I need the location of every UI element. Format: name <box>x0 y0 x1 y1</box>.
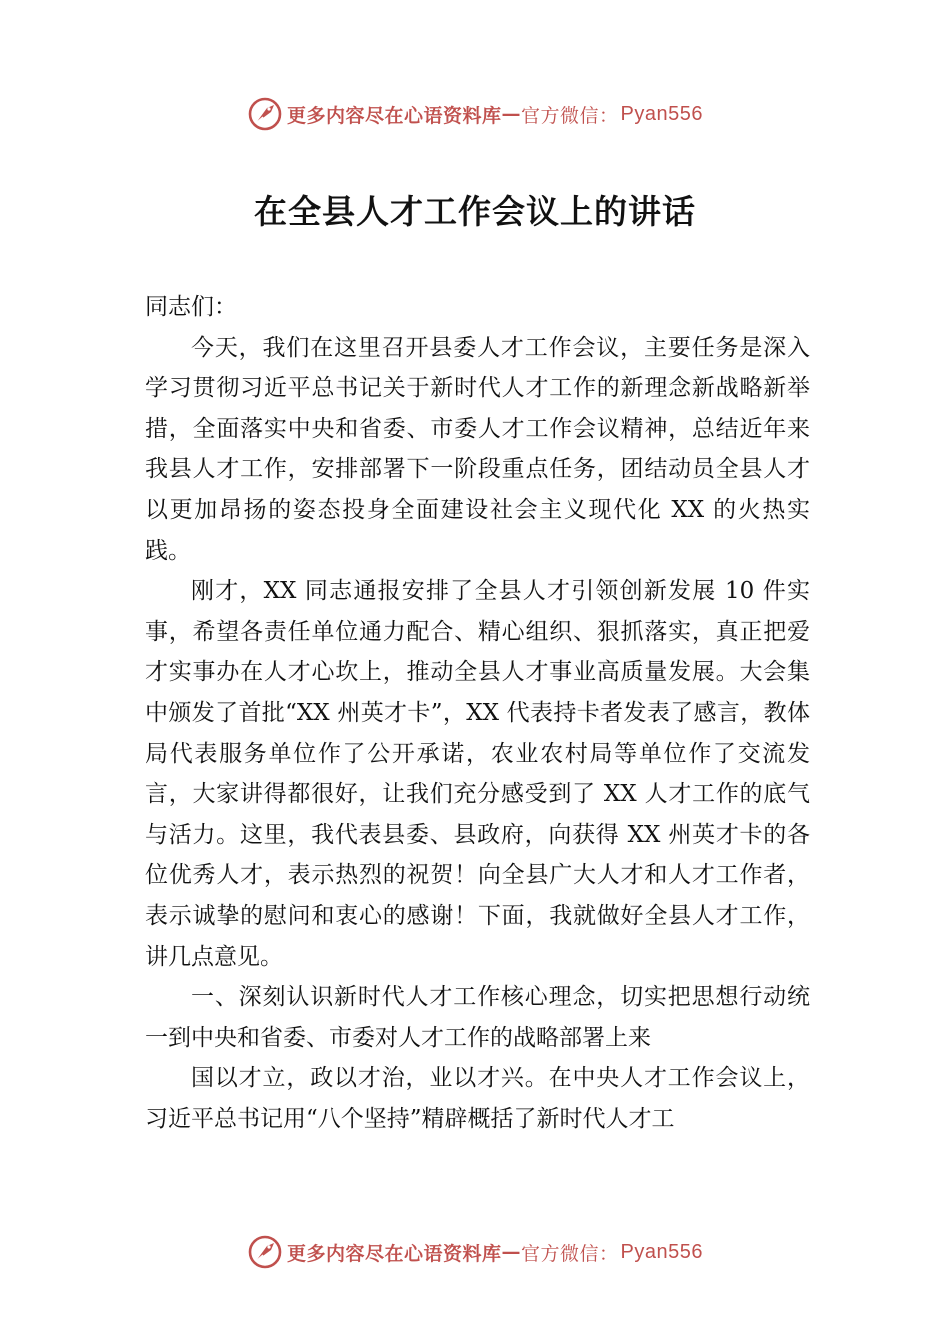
banner-wechat-id: Pyan556 <box>620 102 703 125</box>
document-title: 在全县人才工作会议上的讲话 <box>254 192 696 231</box>
banner-separator: — <box>501 103 522 125</box>
section-heading-1: 一、深刻认识新时代人才工作核心理念，切实把思想行动统一到中央和省委、市委对人才工作的战略部署上来 <box>145 984 810 1051</box>
banner-brand-text: 更多内容尽在心语资料库 <box>287 104 502 127</box>
pen-nib-logo-icon <box>247 96 283 132</box>
paragraph-3: 国以才立，政以才治，业以才兴。在中央人才工作会议上，习近平总书记用“八个坚持”精辟概括了新时代人才工 <box>145 1065 810 1132</box>
banner-wechat-label: 官方微信： <box>521 104 619 127</box>
footer-banner <box>0 1232 950 1272</box>
pen-nib-logo-icon <box>247 1234 283 1270</box>
banner-brand-text: 更多内容尽在心语资料库 <box>287 1242 502 1265</box>
salutation: 同志们： <box>145 294 237 320</box>
banner-wechat-label: 官方微信： <box>521 1242 619 1265</box>
paragraph-2: 刚才，XX 同志通报安排了全县人才引领创新发展 10 件实事，希望各责任单位通力配合、精心组织、狠抓落实，真正把爱才实事办在人才心坎上，推动全县人才事业高质量发展。大会集中颁发了首批“XX 州英才卡”，XX 代表持卡者发表了感言，教体局代表服务单位作了公开承诺，农业农村局等单位作了交流发言，大家讲得都很好，让我们充分感受到了 XX 人才工作的底气与活力。这里，我代表县委、县政府，向获得 XX 州英才卡的各位优秀人才，表示热烈的祝贺！向全县广大人才和人才工作者，表示诚挚的慰问和衷心的感谢！下面，我就做好全县人才工作，讲几点意见。 <box>145 578 810 970</box>
header-banner <box>0 94 950 134</box>
document-body <box>145 287 810 1139</box>
banner-wechat-id: Pyan556 <box>620 1240 703 1263</box>
banner-separator: — <box>501 1241 522 1263</box>
paragraph-1: 今天，我们在这里召开县委人才工作会议，主要任务是深入学习贯彻习近平总书记关于新时代人才工作的新理念新战略新举措，全面落实中央和省委、市委人才工作会议精神，总结近年来我县人才工作，安排部署下一阶段重点任务，团结动员全县人才以更加昂扬的姿态投身全面建设社会主义现代化 XX 的火热实践。 <box>145 334 810 564</box>
